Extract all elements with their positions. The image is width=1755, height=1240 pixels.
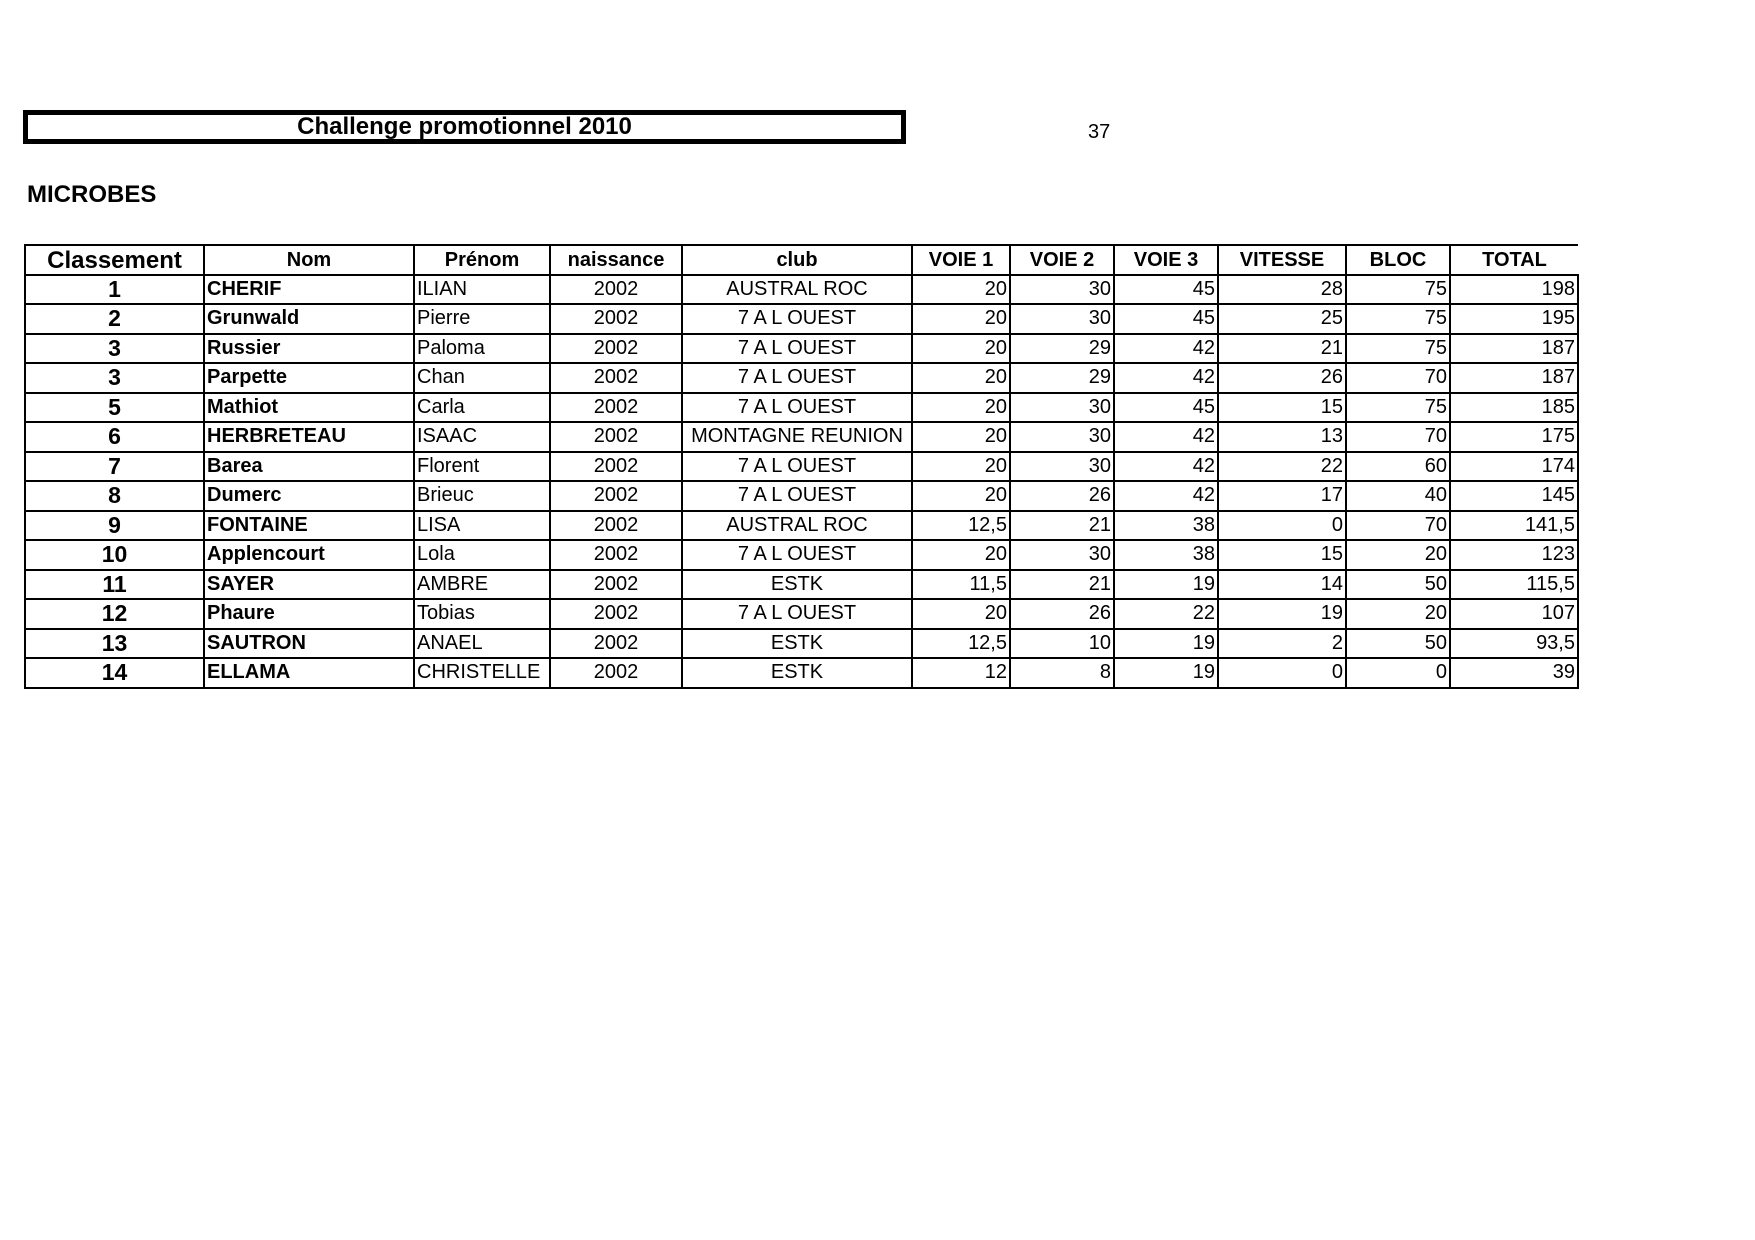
cell-naissance: 2002 xyxy=(550,658,682,688)
cell-voie1: 20 xyxy=(912,540,1010,570)
cell-naissance: 2002 xyxy=(550,570,682,600)
cell-voie2: 8 xyxy=(1010,658,1114,688)
cell-prenom: Brieuc xyxy=(414,481,550,511)
cell-total: 198 xyxy=(1450,275,1578,305)
cell-total: 115,5 xyxy=(1450,570,1578,600)
cell-vitesse: 19 xyxy=(1218,599,1346,629)
cell-nom: Parpette xyxy=(204,363,414,393)
cell-prenom: Chan xyxy=(414,363,550,393)
cell-club: 7 A L OUEST xyxy=(682,304,912,334)
cell-rank: 6 xyxy=(25,422,204,452)
cell-club: AUSTRAL ROC xyxy=(682,511,912,541)
cell-voie2: 30 xyxy=(1010,540,1114,570)
cell-bloc: 75 xyxy=(1346,334,1450,364)
cell-rank: 3 xyxy=(25,363,204,393)
cell-rank: 10 xyxy=(25,540,204,570)
cell-total: 123 xyxy=(1450,540,1578,570)
cell-vitesse: 26 xyxy=(1218,363,1346,393)
cell-voie3: 38 xyxy=(1114,511,1218,541)
column-header-bloc: BLOC xyxy=(1346,245,1450,275)
cell-prenom: ANAEL xyxy=(414,629,550,659)
cell-voie1: 20 xyxy=(912,275,1010,305)
column-header-voie2: VOIE 2 xyxy=(1010,245,1114,275)
cell-voie1: 20 xyxy=(912,304,1010,334)
cell-prenom: Paloma xyxy=(414,334,550,364)
cell-voie3: 38 xyxy=(1114,540,1218,570)
page-number: 37 xyxy=(1088,121,1111,143)
cell-rank: 3 xyxy=(25,334,204,364)
column-header-classement: Classement xyxy=(25,245,204,275)
cell-bloc: 70 xyxy=(1346,422,1450,452)
cell-rank: 7 xyxy=(25,452,204,482)
cell-prenom: ILIAN xyxy=(414,275,550,305)
cell-vitesse: 15 xyxy=(1218,540,1346,570)
cell-nom: Phaure xyxy=(204,599,414,629)
cell-total: 187 xyxy=(1450,334,1578,364)
cell-total: 145 xyxy=(1450,481,1578,511)
cell-voie3: 19 xyxy=(1114,629,1218,659)
cell-nom: FONTAINE xyxy=(204,511,414,541)
cell-nom: SAYER xyxy=(204,570,414,600)
cell-vitesse: 28 xyxy=(1218,275,1346,305)
cell-naissance: 2002 xyxy=(550,540,682,570)
cell-bloc: 50 xyxy=(1346,570,1450,600)
results-body xyxy=(25,275,1578,688)
cell-voie2: 26 xyxy=(1010,481,1114,511)
cell-voie3: 42 xyxy=(1114,422,1218,452)
cell-naissance: 2002 xyxy=(550,481,682,511)
cell-total: 185 xyxy=(1450,393,1578,423)
cell-naissance: 2002 xyxy=(550,363,682,393)
cell-naissance: 2002 xyxy=(550,275,682,305)
cell-naissance: 2002 xyxy=(550,511,682,541)
cell-nom: CHERIF xyxy=(204,275,414,305)
cell-naissance: 2002 xyxy=(550,599,682,629)
cell-bloc: 70 xyxy=(1346,511,1450,541)
cell-nom: Dumerc xyxy=(204,481,414,511)
cell-voie2: 30 xyxy=(1010,393,1114,423)
cell-voie3: 45 xyxy=(1114,304,1218,334)
cell-nom: Applencourt xyxy=(204,540,414,570)
cell-bloc: 60 xyxy=(1346,452,1450,482)
cell-voie2: 21 xyxy=(1010,570,1114,600)
document-title: Challenge promotionnel 2010 xyxy=(23,110,906,144)
cell-voie2: 30 xyxy=(1010,275,1114,305)
column-header-club: club xyxy=(682,245,912,275)
cell-naissance: 2002 xyxy=(550,422,682,452)
cell-total: 141,5 xyxy=(1450,511,1578,541)
cell-rank: 12 xyxy=(25,599,204,629)
table-row xyxy=(25,570,1578,600)
cell-bloc: 0 xyxy=(1346,658,1450,688)
cell-bloc: 40 xyxy=(1346,481,1450,511)
table-row xyxy=(25,658,1578,688)
cell-club: ESTK xyxy=(682,658,912,688)
cell-rank: 14 xyxy=(25,658,204,688)
table-row xyxy=(25,629,1578,659)
table-row xyxy=(25,422,1578,452)
cell-voie2: 29 xyxy=(1010,363,1114,393)
cell-nom: ELLAMA xyxy=(204,658,414,688)
cell-prenom: ISAAC xyxy=(414,422,550,452)
cell-bloc: 75 xyxy=(1346,393,1450,423)
cell-total: 175 xyxy=(1450,422,1578,452)
cell-rank: 5 xyxy=(25,393,204,423)
cell-club: 7 A L OUEST xyxy=(682,599,912,629)
cell-voie2: 29 xyxy=(1010,334,1114,364)
cell-voie1: 20 xyxy=(912,363,1010,393)
cell-bloc: 50 xyxy=(1346,629,1450,659)
cell-rank: 11 xyxy=(25,570,204,600)
cell-voie2: 21 xyxy=(1010,511,1114,541)
cell-voie1: 20 xyxy=(912,481,1010,511)
column-header-nom: Nom xyxy=(204,245,414,275)
column-header-voie1: VOIE 1 xyxy=(912,245,1010,275)
cell-rank: 13 xyxy=(25,629,204,659)
table-row xyxy=(25,275,1578,305)
cell-vitesse: 0 xyxy=(1218,511,1346,541)
column-header-prenom: Prénom xyxy=(414,245,550,275)
cell-prenom: Tobias xyxy=(414,599,550,629)
cell-voie1: 20 xyxy=(912,422,1010,452)
cell-nom: Mathiot xyxy=(204,393,414,423)
cell-voie2: 26 xyxy=(1010,599,1114,629)
cell-vitesse: 0 xyxy=(1218,658,1346,688)
cell-club: MONTAGNE REUNION xyxy=(682,422,912,452)
cell-nom: Barea xyxy=(204,452,414,482)
cell-total: 107 xyxy=(1450,599,1578,629)
cell-voie1: 12 xyxy=(912,658,1010,688)
cell-prenom: CHRISTELLE xyxy=(414,658,550,688)
column-header-vitesse: VITESSE xyxy=(1218,245,1346,275)
cell-rank: 1 xyxy=(25,275,204,305)
cell-vitesse: 21 xyxy=(1218,334,1346,364)
cell-naissance: 2002 xyxy=(550,452,682,482)
cell-voie1: 11,5 xyxy=(912,570,1010,600)
cell-total: 195 xyxy=(1450,304,1578,334)
header-row xyxy=(25,245,1578,275)
cell-club: 7 A L OUEST xyxy=(682,334,912,364)
cell-voie3: 22 xyxy=(1114,599,1218,629)
cell-nom: Grunwald xyxy=(204,304,414,334)
cell-total: 39 xyxy=(1450,658,1578,688)
cell-total: 174 xyxy=(1450,452,1578,482)
cell-voie3: 42 xyxy=(1114,481,1218,511)
cell-vitesse: 2 xyxy=(1218,629,1346,659)
cell-bloc: 75 xyxy=(1346,304,1450,334)
column-header-total: TOTAL xyxy=(1450,245,1578,275)
cell-total: 93,5 xyxy=(1450,629,1578,659)
cell-voie3: 42 xyxy=(1114,334,1218,364)
table-row xyxy=(25,540,1578,570)
cell-nom: Russier xyxy=(204,334,414,364)
cell-club: 7 A L OUEST xyxy=(682,363,912,393)
cell-vitesse: 17 xyxy=(1218,481,1346,511)
cell-prenom: Lola xyxy=(414,540,550,570)
column-header-voie3: VOIE 3 xyxy=(1114,245,1218,275)
cell-club: ESTK xyxy=(682,629,912,659)
cell-voie1: 12,5 xyxy=(912,511,1010,541)
cell-naissance: 2002 xyxy=(550,304,682,334)
cell-club: 7 A L OUEST xyxy=(682,393,912,423)
cell-voie3: 42 xyxy=(1114,452,1218,482)
cell-voie1: 20 xyxy=(912,393,1010,423)
cell-bloc: 20 xyxy=(1346,599,1450,629)
cell-bloc: 75 xyxy=(1346,275,1450,305)
cell-voie2: 30 xyxy=(1010,422,1114,452)
cell-total: 187 xyxy=(1450,363,1578,393)
table-row xyxy=(25,452,1578,482)
table-row xyxy=(25,363,1578,393)
cell-voie3: 19 xyxy=(1114,570,1218,600)
cell-club: 7 A L OUEST xyxy=(682,540,912,570)
cell-voie3: 19 xyxy=(1114,658,1218,688)
cell-voie1: 20 xyxy=(912,599,1010,629)
cell-voie1: 20 xyxy=(912,452,1010,482)
cell-voie2: 30 xyxy=(1010,304,1114,334)
cell-voie3: 42 xyxy=(1114,363,1218,393)
cell-nom: HERBRETEAU xyxy=(204,422,414,452)
table-row xyxy=(25,393,1578,423)
cell-voie3: 45 xyxy=(1114,275,1218,305)
cell-prenom: Carla xyxy=(414,393,550,423)
cell-voie2: 30 xyxy=(1010,452,1114,482)
cell-voie1: 12,5 xyxy=(912,629,1010,659)
cell-club: AUSTRAL ROC xyxy=(682,275,912,305)
cell-naissance: 2002 xyxy=(550,393,682,423)
cell-naissance: 2002 xyxy=(550,334,682,364)
cell-prenom: AMBRE xyxy=(414,570,550,600)
cell-club: 7 A L OUEST xyxy=(682,481,912,511)
cell-vitesse: 13 xyxy=(1218,422,1346,452)
table-row xyxy=(25,599,1578,629)
table-row xyxy=(25,511,1578,541)
cell-vitesse: 14 xyxy=(1218,570,1346,600)
cell-rank: 2 xyxy=(25,304,204,334)
cell-voie3: 45 xyxy=(1114,393,1218,423)
results-table xyxy=(24,244,1579,689)
table-row xyxy=(25,481,1578,511)
cell-prenom: Florent xyxy=(414,452,550,482)
cell-nom: SAUTRON xyxy=(204,629,414,659)
table-row xyxy=(25,334,1578,364)
cell-vitesse: 22 xyxy=(1218,452,1346,482)
cell-club: ESTK xyxy=(682,570,912,600)
category-heading: MICROBES xyxy=(27,181,157,208)
table-row xyxy=(25,304,1578,334)
cell-rank: 9 xyxy=(25,511,204,541)
cell-club: 7 A L OUEST xyxy=(682,452,912,482)
cell-rank: 8 xyxy=(25,481,204,511)
cell-voie1: 20 xyxy=(912,334,1010,364)
cell-prenom: LISA xyxy=(414,511,550,541)
cell-naissance: 2002 xyxy=(550,629,682,659)
cell-voie2: 10 xyxy=(1010,629,1114,659)
cell-bloc: 70 xyxy=(1346,363,1450,393)
cell-vitesse: 25 xyxy=(1218,304,1346,334)
cell-bloc: 20 xyxy=(1346,540,1450,570)
column-header-naissance: naissance xyxy=(550,245,682,275)
cell-prenom: Pierre xyxy=(414,304,550,334)
cell-vitesse: 15 xyxy=(1218,393,1346,423)
